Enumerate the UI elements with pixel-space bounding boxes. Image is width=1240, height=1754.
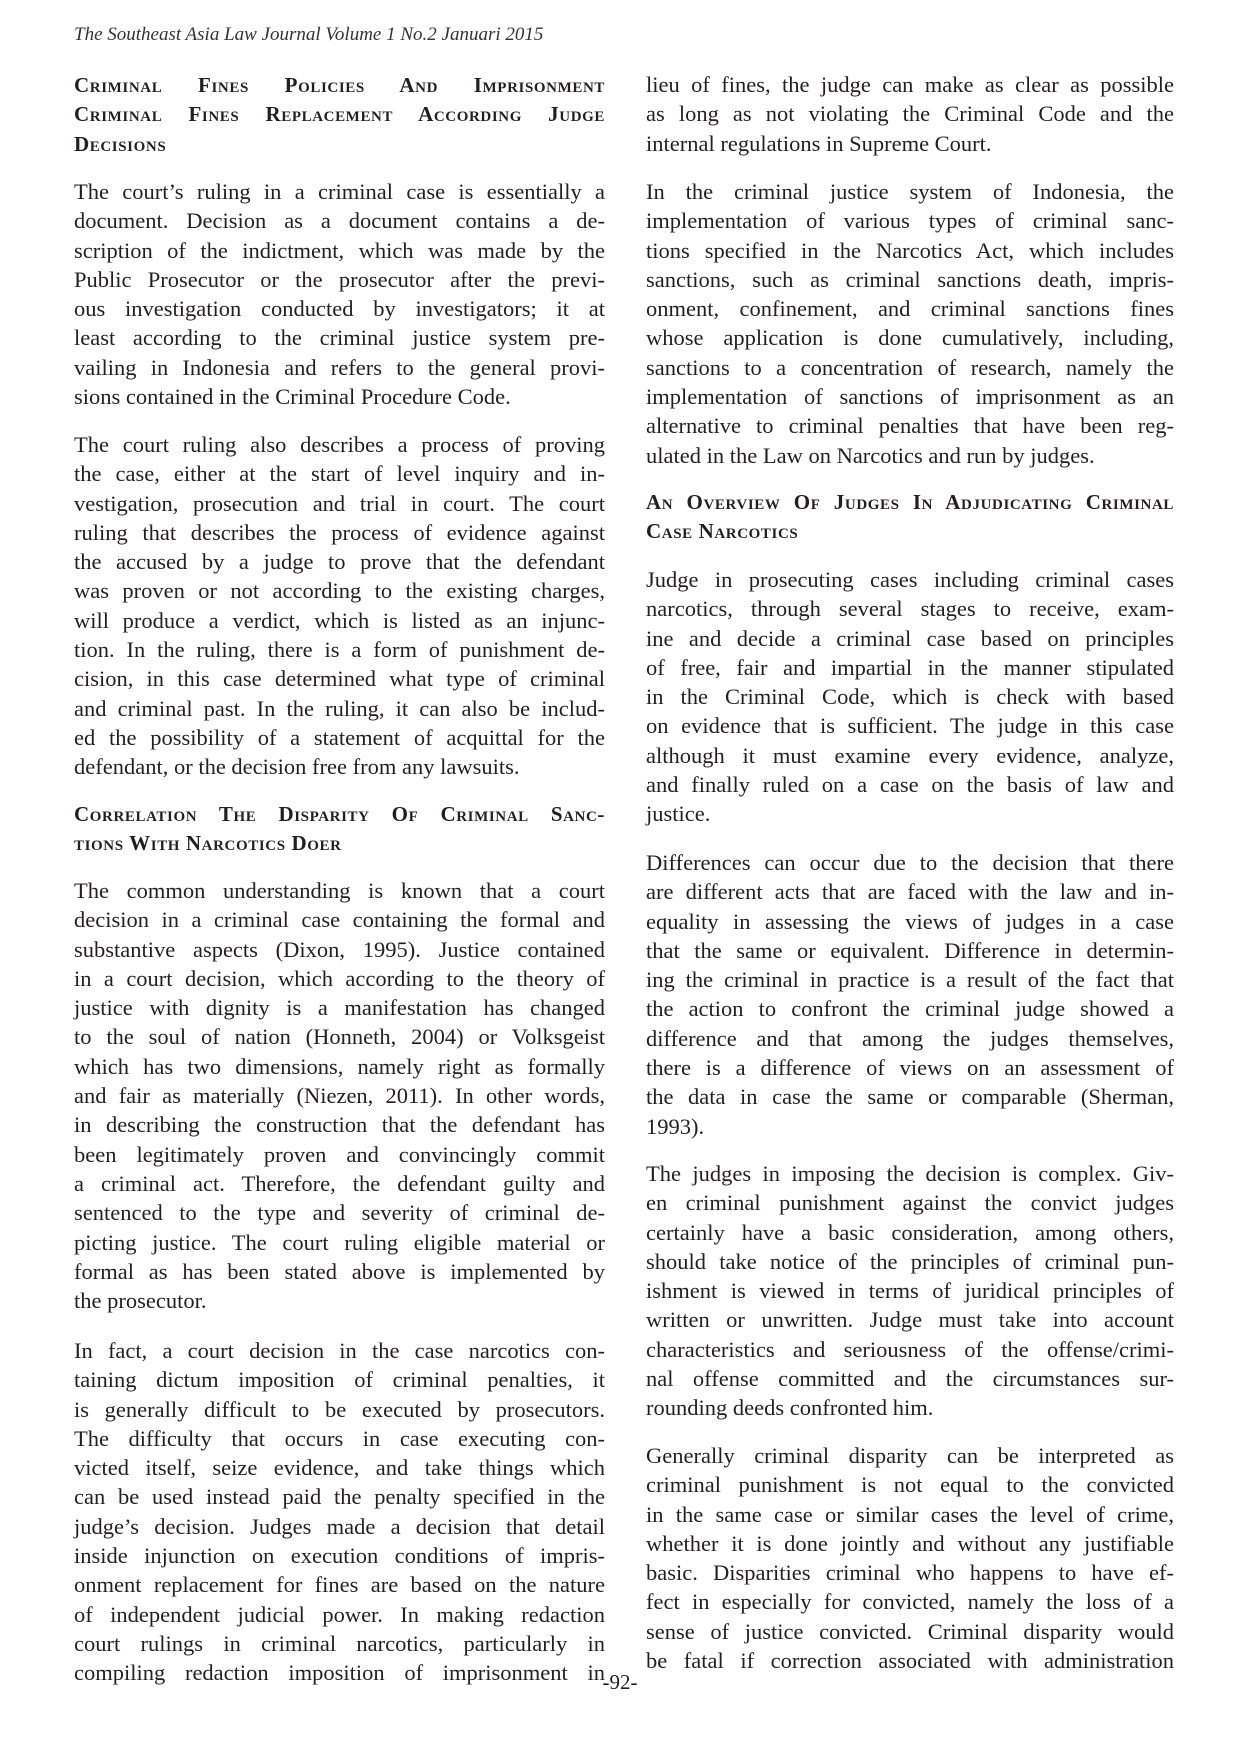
text-line: onment, confinement, and criminal sanctions fines [646, 296, 1174, 322]
text-line: ulated in the Law on Narcotics and run by judges. [646, 442, 1095, 468]
text-line: sense of justice convicted. Criminal disparity would [646, 1618, 1174, 1644]
text-line: Generally criminal disparity can be interpreted as [646, 1443, 1174, 1468]
text-line: cision, in this case determined what type of criminal [74, 666, 605, 692]
text-line: ed the possibility of a statement of acquittal for the [74, 724, 605, 750]
text-line: Criminal Fines Policies And Imprisonment [74, 73, 605, 97]
text-line: are different acts that are faced with the law and in- [646, 879, 1174, 905]
text-line: The common understanding is known that a court [74, 878, 605, 903]
text-line: ous investigation conducted by investigators; it at [74, 296, 605, 322]
text-line: ruling that describes the process of evidence against [74, 519, 605, 545]
text-line: en criminal punishment against the convict judges [646, 1190, 1174, 1216]
text-line: document. Decision as a document contains a de- [74, 208, 605, 234]
text-line: sentenced to the type and severity of criminal de- [74, 1200, 605, 1226]
text-line: to the soul of nation (Honneth, 2004) or Volksgeist [74, 1024, 605, 1050]
text-line: difference and that among the judges themselves, [646, 1025, 1174, 1051]
text-line: Public Prosecutor or the prosecutor after the previ- [74, 266, 605, 292]
paragraph [646, 70, 1174, 158]
text-line: implementation of various types of criminal sanc- [646, 208, 1174, 234]
text-line: on evidence that is sufficient. The judge in this case [646, 713, 1174, 739]
text-line: nal offense committed and the circumstances sur- [646, 1366, 1174, 1392]
page-number: -92- [602, 1670, 638, 1694]
text-line: inside injunction on execution conditions of impris- [74, 1543, 605, 1569]
text-line: implementation of sanctions of imprisonment as an [646, 384, 1174, 410]
text-line: The court ruling also describes a process of proving [74, 432, 605, 457]
text-line: narcotics, through several stages to receive, exam- [646, 596, 1174, 622]
section-heading [74, 71, 605, 159]
text-line: court rulings in criminal narcotics, particularly in [74, 1630, 605, 1656]
text-line: justice. [646, 801, 711, 827]
text-line: The court’s ruling in a criminal case is essentially a [74, 179, 605, 204]
text-line: Differences can occur due to the decision that there [646, 850, 1174, 875]
text-line: criminal punishment is not equal to the convicted [646, 1472, 1174, 1498]
text-line: the data in case the same or comparable (Sherman, [646, 1084, 1174, 1110]
text-line: and criminal past. In the ruling, it can also be includ- [74, 695, 605, 721]
text-line: compiling redaction imposition of imprisonment in [74, 1660, 605, 1686]
text-line: In the criminal justice system of Indonesia, the [646, 179, 1174, 204]
text-line: least according to the criminal justice system pre- [74, 325, 605, 351]
text-line: the case, either at the start of level inquiry and in- [74, 461, 605, 487]
running-head: The Southeast Asia Law Journal Volume 1 No.2 Januari 2015 [74, 24, 544, 45]
text-line: written or unwritten. Judge must take into account [646, 1307, 1174, 1333]
text-line: whether it is done jointly and without any justifiable [646, 1530, 1174, 1556]
text-line: sanctions to a concentration of research, namely the [646, 354, 1174, 380]
text-line: taining dictum imposition of criminal penalties, it [74, 1367, 605, 1393]
text-line: vailing in Indonesia and refers to the general provi- [74, 354, 605, 380]
text-line: as long as not violating the Criminal Code and the [646, 101, 1174, 127]
paragraph [74, 876, 605, 1315]
text-line: sanctions, such as criminal sanctions death, impris- [646, 266, 1174, 292]
text-line: internal regulations in Supreme Court. [646, 130, 992, 156]
text-line: 1993). [646, 1113, 705, 1139]
text-line: is generally difficult to be executed by prosecutors. [74, 1396, 605, 1422]
text-line: scription of the indictment, which was made by the [74, 237, 605, 263]
text-line: ishment is viewed in terms of juridical principles of [646, 1278, 1174, 1304]
text-line: the action to confront the criminal judge showed a [646, 996, 1174, 1022]
text-line: and fair as materially (Niezen, 2011). In other words, [74, 1083, 605, 1109]
section-heading [74, 800, 605, 859]
text-line: rounding deeds confronted him. [646, 1395, 934, 1421]
text-line: picting justice. The court ruling eligible material or [74, 1229, 605, 1255]
text-line: Criminal Fines Replacement According Judge [74, 102, 605, 127]
text-line: a criminal act. Therefore, the defendant guilty and [74, 1170, 605, 1196]
text-line: in the same case or similar cases the level of crime, [646, 1501, 1174, 1527]
text-line: vestigation, prosecution and trial in court. The court [74, 490, 605, 516]
text-line: onment replacement for fines are based on the nature [74, 1572, 605, 1598]
text-line: An Overview Of Judges In Adjudicating Criminal [646, 490, 1174, 514]
text-line: justice with dignity is a manifestation has changed [74, 995, 605, 1021]
text-line: The judges in imposing the decision is complex. Giv- [646, 1161, 1174, 1186]
paragraph [646, 1441, 1174, 1675]
text-line: tions With Narcotics Doer [74, 831, 342, 856]
text-line: and finally ruled on a case on the basis of law and [646, 772, 1174, 798]
text-line: substantive aspects (Dixon, 1995). Justice contained [74, 936, 605, 962]
text-line: alternative to criminal penalties that have been reg- [646, 413, 1174, 439]
paragraph [646, 1159, 1174, 1423]
text-line: Judge in prosecuting cases including criminal cases [646, 567, 1174, 592]
text-line: in the Criminal Code, which is check with based [646, 684, 1174, 710]
text-line: The difficulty that occurs in case executing con- [74, 1425, 605, 1451]
text-line: basic. Disparities criminal who happens to have ef- [646, 1560, 1174, 1586]
paragraph [646, 177, 1174, 470]
text-line: Decisions [74, 131, 167, 156]
text-line: that the same or equivalent. Difference in determin- [646, 937, 1174, 963]
text-line: Correlation The Disparity Of Criminal Sanc- [74, 802, 605, 826]
text-line: tions specified in the Narcotics Act, which includes [646, 237, 1174, 263]
text-line: characteristics and seriousness of the offense/crimi- [646, 1336, 1174, 1362]
text-line: of independent judicial power. In making redaction [74, 1601, 605, 1627]
text-line: Case Narcotics [646, 519, 799, 544]
text-line: tion. In the ruling, there is a form of punishment de- [74, 637, 605, 663]
text-line: lieu of fines, the judge can make as clear as possible [646, 72, 1174, 97]
text-line: there is a difference of views on an assessment of [646, 1055, 1174, 1081]
text-line: victed itself, seize evidence, and take things which [74, 1455, 605, 1481]
text-line: was proven or not according to the existing charges, [74, 578, 605, 604]
text-line: which has two dimensions, namely right as formally [74, 1053, 605, 1079]
paragraph [74, 177, 605, 411]
text-line: defendant, or the decision free from any lawsuits. [74, 754, 520, 780]
text-line: although it must examine every evidence, analyze, [646, 742, 1174, 768]
text-line: in a court decision, which according to the theory of [74, 965, 605, 991]
text-line: sions contained in the Criminal Procedure Code. [74, 384, 511, 410]
text-line: will produce a verdict, which is listed as an injunc- [74, 607, 605, 633]
text-line: judge’s decision. Judges made a decision that detail [74, 1513, 605, 1539]
text-line: can be used instead paid the penalty specified in the [74, 1484, 605, 1510]
paragraph [74, 430, 605, 782]
text-line: In fact, a court decision in the case narcotics con- [74, 1338, 605, 1363]
text-line: ine and decide a criminal case based on principles [646, 625, 1174, 651]
text-line: been legitimately proven and convincingly commit [74, 1141, 605, 1167]
paragraph [646, 848, 1174, 1141]
text-line: ing the criminal in practice is a result of the fact that [646, 967, 1174, 993]
text-line: equality in assessing the views of judges in a case [646, 908, 1174, 934]
text-line: be fatal if correction associated with administration [646, 1648, 1174, 1674]
text-line: should take notice of the principles of criminal pun- [646, 1248, 1174, 1274]
section-heading [646, 488, 1174, 547]
text-line: fect in especially for convicted, namely the loss of a [646, 1589, 1174, 1615]
text-line: decision in a criminal case containing the formal and [74, 907, 605, 933]
text-line: whose application is done cumulatively, including, [646, 325, 1174, 351]
paragraph [74, 1336, 605, 1688]
paragraph [646, 565, 1174, 829]
text-line: formal as has been stated above is implemented by [74, 1258, 605, 1284]
text-line: the prosecutor. [74, 1288, 207, 1314]
text-line: the accused by a judge to prove that the defendant [74, 549, 605, 575]
text-line: certainly have a basic consideration, among others, [646, 1219, 1174, 1245]
text-line: of free, fair and impartial in the manner stipulated [646, 654, 1174, 680]
text-line: in describing the construction that the defendant has [74, 1112, 605, 1138]
